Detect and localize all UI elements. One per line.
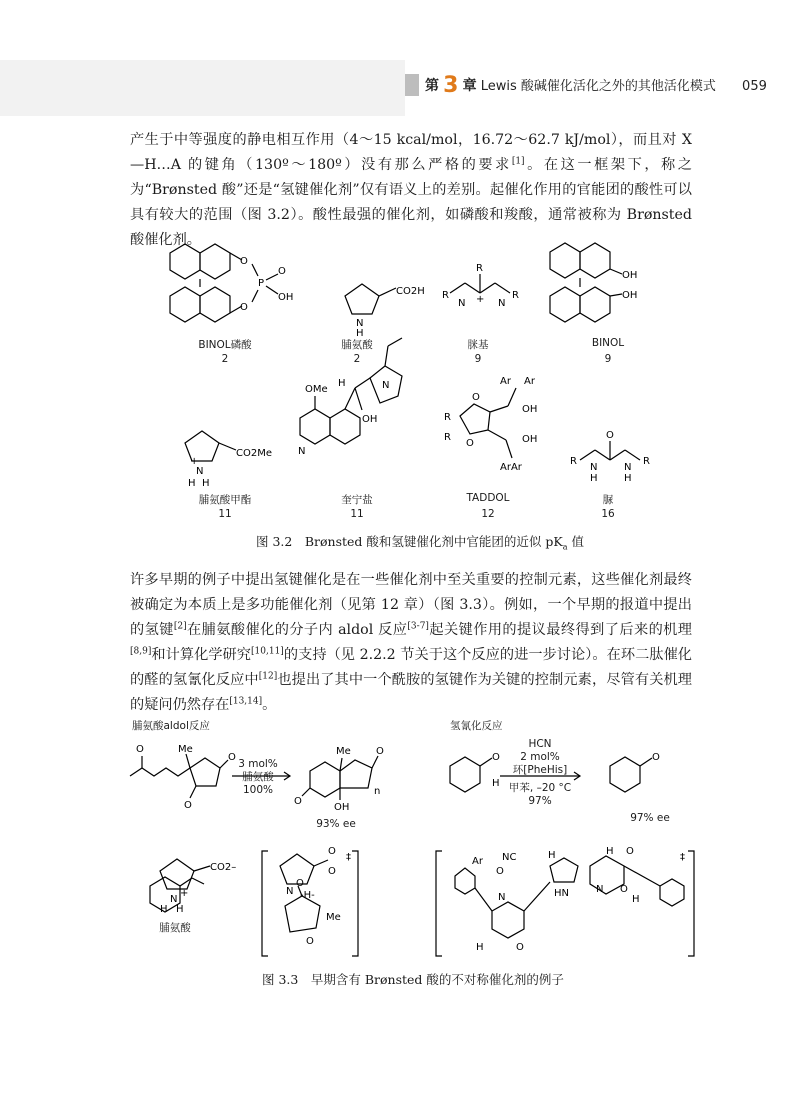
- pka-binol-phosphoric: 2: [221, 353, 229, 365]
- atom-label: NC: [502, 852, 517, 863]
- atom-label: O: [620, 884, 628, 895]
- atom-label: O: [492, 752, 500, 763]
- atom-label: N: [170, 894, 178, 905]
- pka-taddol: 12: [481, 508, 495, 520]
- pka-proline: 2: [353, 353, 361, 365]
- label-urea: 脲: [602, 494, 614, 506]
- label-proline: 脯氨酸: [341, 339, 373, 351]
- citation: [1]: [511, 156, 525, 167]
- atom-label: P: [258, 278, 265, 289]
- atom-label: N: [382, 380, 390, 391]
- hydrocyanation-section-title: 氢氰化反应: [450, 720, 503, 732]
- atom-label: +: [476, 294, 485, 305]
- hcn-ee: 97% ee: [630, 812, 670, 824]
- chapter-title: Lewis 酸碱催化活化之外的其他活化模式: [480, 79, 716, 94]
- atom-label: O: [466, 438, 474, 449]
- atom-label: N: [498, 298, 506, 309]
- atom-label: N: [286, 886, 294, 897]
- figure-3-2: [140, 238, 660, 508]
- atom-label: H: [176, 904, 184, 915]
- atom-label: O: [228, 752, 236, 763]
- chapter-number: 3: [443, 73, 459, 98]
- atom-label: O: [652, 752, 660, 763]
- atom-label: H: [160, 904, 168, 915]
- atom-label: OMe: [305, 384, 328, 395]
- atom-label: O: [328, 866, 336, 877]
- atom-label: CO2H: [396, 286, 425, 297]
- atom-label: N: [590, 462, 598, 473]
- atom-label: R: [643, 456, 650, 467]
- atom-label: -H-: [300, 890, 315, 901]
- atom-label: R: [444, 412, 451, 423]
- atom-label: O: [606, 430, 614, 441]
- atom-label: OH: [522, 404, 538, 415]
- label-quinine: 奎宁盐: [341, 494, 373, 506]
- atom-label: O: [136, 744, 144, 755]
- atom-label: O: [376, 746, 384, 757]
- atom-label: +: [180, 888, 189, 899]
- hcn-yield: 甲苯, –20 °C 97%: [508, 782, 572, 807]
- atom-label: ArAr: [500, 462, 522, 473]
- atom-label: O: [472, 392, 480, 403]
- atom-label: N: [498, 892, 506, 903]
- para1-text-b: 。在这一框架下，称之为“Brønsted 酸”还是“氢键催化剂”仅有语义上的差别。起催化作用的官能团的酸性可以具有较大的范围（图 3.2）。酸性最强的催化剂，如磷酸和羧酸，通常被称为 Brønsted 酸催化剂。: [130, 157, 692, 248]
- pka-urea: 16: [601, 508, 615, 520]
- atom-label: N: [596, 884, 604, 895]
- atom-label: H: [548, 850, 556, 861]
- atom-label: ‡: [680, 852, 685, 863]
- atom-label: Ar: [472, 856, 483, 867]
- atom-label: N: [356, 318, 364, 329]
- atom-label: H: [632, 894, 640, 905]
- atom-label: OH: [522, 434, 538, 445]
- atom-label: H: [202, 478, 210, 489]
- atom-label: OH: [362, 414, 378, 425]
- header-marker: [405, 74, 419, 96]
- figure-3-3-caption: 图 3.3 早期含有 Brønsted 酸的不对称催化剂的例子: [262, 972, 564, 987]
- atom-label: N: [624, 462, 632, 473]
- label-taddol: TADDOL: [466, 492, 510, 504]
- atom-label: O: [306, 936, 314, 947]
- atom-label: ‡: [346, 852, 351, 863]
- atom-label: OH: [334, 802, 350, 813]
- atom-label: O: [240, 256, 248, 267]
- atom-label: H: [356, 328, 364, 339]
- atom-label: O: [294, 796, 302, 807]
- label-binol-phosphoric: BINOL磷酸: [198, 339, 252, 351]
- pka-proline-ester: 11: [218, 508, 232, 520]
- figure-3-2-caption: 图 3.2 Brønsted 酸和氢键催化剂中官能团的近似 $pK_a$ 值: [256, 534, 584, 552]
- atom-label: +: [190, 456, 199, 467]
- atom-label: N: [298, 446, 306, 457]
- atom-label: OH: [622, 290, 638, 301]
- atom-label: R: [442, 290, 449, 301]
- aldol-ee: 93% ee: [316, 818, 356, 830]
- para1-text-a: 产生于中等强度的静电相互作用（4～15 kcal/mol，16.72～62.7 kJ/mol），而且对 X—H…A 的键角（130º～180º）没有那么严格的要求: [130, 132, 692, 173]
- atom-label: H: [476, 942, 484, 953]
- atom-label: n: [374, 786, 381, 797]
- header-band: [0, 60, 405, 116]
- atom-label: CO2Me: [236, 448, 272, 459]
- label-amidine: 脒基: [467, 339, 489, 351]
- atom-label: R: [444, 432, 451, 443]
- aldol-conditions: 3 mol% 脯氨酸: [238, 758, 278, 783]
- label-proline-ester: 脯氨酸甲酯: [198, 494, 252, 506]
- atom-label: Ar: [524, 376, 535, 387]
- atom-label: OH: [278, 292, 294, 303]
- atom-label: N: [196, 466, 204, 477]
- pka-binol: 9: [604, 353, 612, 365]
- atom-label: R: [512, 290, 519, 301]
- label-binol: BINOL: [591, 337, 625, 349]
- atom-label: O: [296, 878, 304, 889]
- running-header: [425, 74, 767, 98]
- atom-label: Me: [326, 912, 341, 923]
- chapter-suffix: 章: [462, 78, 477, 94]
- page-number: 059: [742, 79, 767, 94]
- atom-label: H: [590, 473, 598, 484]
- atom-label: CO2–: [210, 862, 237, 873]
- atom-label: HN: [554, 888, 569, 899]
- paragraph-2: 许多早期的例子中提出氢键催化是在一些催化剂中至关重要的控制元素，这些催化剂最终被确定为本质上是多功能催化剂（见第 12 章）（图 3.3）。例如，一个早期的报道中提出的氢键[2]在脯氨酸催化的分子内 aldol 反应[3-7]起关键作用的提议最终得到了后来的机理[8,9]和计算化学研究[10,11]的支持（见 2.2.2 节关于这个反应的进一步讨论）。在环二肽催化的醛的氢氰化反应中[12]也提出了其中一个酰胺的氢键作为关键的控制元素，尽管有关机理的疑问仍然存在[13,14]。: [130, 572, 692, 713]
- atom-label: O: [240, 302, 248, 313]
- atom-label: Ar: [500, 376, 511, 387]
- chapter-prefix: 第: [425, 78, 439, 94]
- atom-label: H: [492, 778, 500, 789]
- hcn-conditions: HCN 2 mol% 环[PheHis]: [512, 738, 568, 776]
- atom-label: H: [606, 846, 614, 857]
- atom-label: Me: [178, 744, 193, 755]
- atom-label: R: [570, 456, 577, 467]
- atom-label: H: [338, 378, 346, 389]
- atom-label: Me: [336, 746, 351, 757]
- atom-label: OH: [622, 270, 638, 281]
- atom-label: O: [184, 800, 192, 811]
- atom-label: O: [278, 266, 286, 277]
- atom-label: R: [476, 263, 483, 274]
- pka-quinine: 11: [350, 508, 364, 520]
- pka-amidine: 9: [474, 353, 482, 365]
- proline-zwitterion-label: 脯氨酸: [159, 922, 191, 934]
- atom-label: O: [496, 866, 504, 877]
- atom-label: O: [626, 846, 634, 857]
- atom-label: H: [624, 473, 632, 484]
- atom-label: O: [516, 942, 524, 953]
- aldol-section-title: 脯氨酸aldol反应: [132, 720, 210, 732]
- atom-label: H: [188, 478, 196, 489]
- atom-label: O: [328, 846, 336, 857]
- atom-label: N: [458, 298, 466, 309]
- paragraph-1: [130, 128, 692, 253]
- aldol-yield: 100%: [242, 784, 274, 796]
